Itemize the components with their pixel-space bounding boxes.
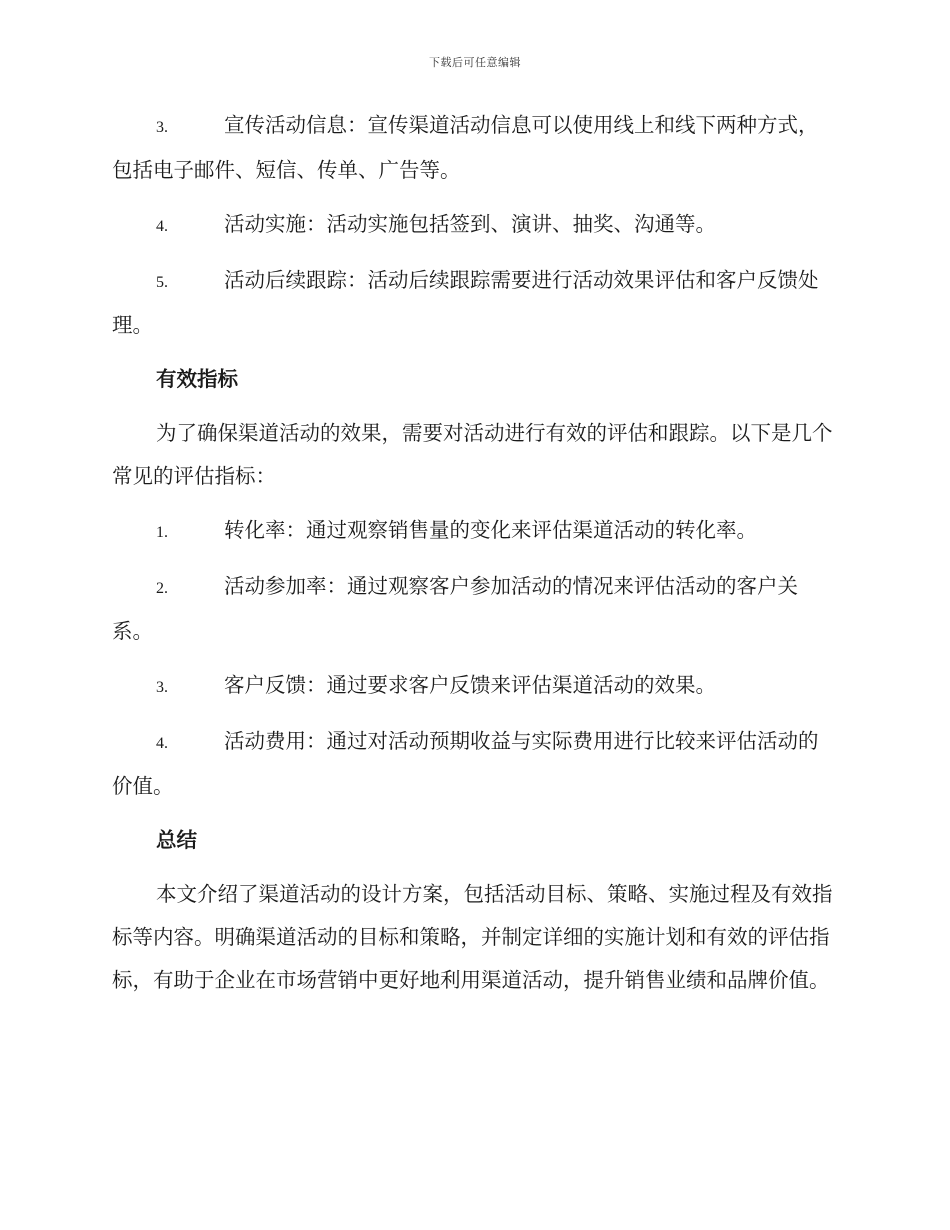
list-text: 活动实施：活动实施包括签到、演讲、抽奖、沟通等。 [224,212,716,236]
list-item-conversion [112,509,834,554]
list-text: 客户反馈：通过要求客户反馈来评估渠道活动的效果。 [224,673,716,697]
summary-paragraph: 本文介绍了渠道活动的设计方案，包括活动目标、策略、实施过程及有效指标等内容。明确渠道活动的目标和策略，并制定详细的实施计划和有效的评估指标，有助于企业在市场营销中更好地利用渠道活动，提升销售业绩和品牌价值。 [112,882,833,992]
list-text: 活动参加率：通过观察客户参加活动的情况来评估活动的客户关系。 [112,574,798,643]
list-text: 宣传活动信息：宣传渠道活动信息可以使用线上和线下两种方式，包括电子邮件、短信、传单、广告等。 [112,113,819,182]
list-number: 2. [156,580,168,597]
list-item-promote [112,104,834,192]
list-item-implement [112,203,834,248]
document-body [112,104,834,1013]
list-text: 活动费用：通过对活动预期收益与实际费用进行比较来评估活动的价值。 [112,729,819,798]
list-text: 转化率：通过观察销售量的变化来评估渠道活动的转化率。 [224,518,757,542]
list-text: 活动后续跟踪：活动后续跟踪需要进行活动效果评估和客户反馈处理。 [112,268,819,337]
section-heading-summary: 总结 [156,828,197,852]
list-item-participation [112,565,834,653]
list-number: 3. [156,679,168,696]
list-number: 4. [156,735,168,752]
section-heading-metrics: 有效指标 [156,367,238,391]
list-number: 1. [156,524,168,541]
list-number: 3. [156,119,168,136]
list-number: 5. [156,274,168,291]
list-item-cost [112,720,834,808]
list-item-feedback [112,664,834,709]
metrics-intro-paragraph: 为了确保渠道活动的效果，需要对活动进行有效的评估和跟踪。以下是几个常见的评估指标： [112,421,833,488]
page-header: 下载后可任意编辑 [429,56,521,69]
list-number: 4. [156,218,168,235]
list-item-followup [112,259,834,347]
